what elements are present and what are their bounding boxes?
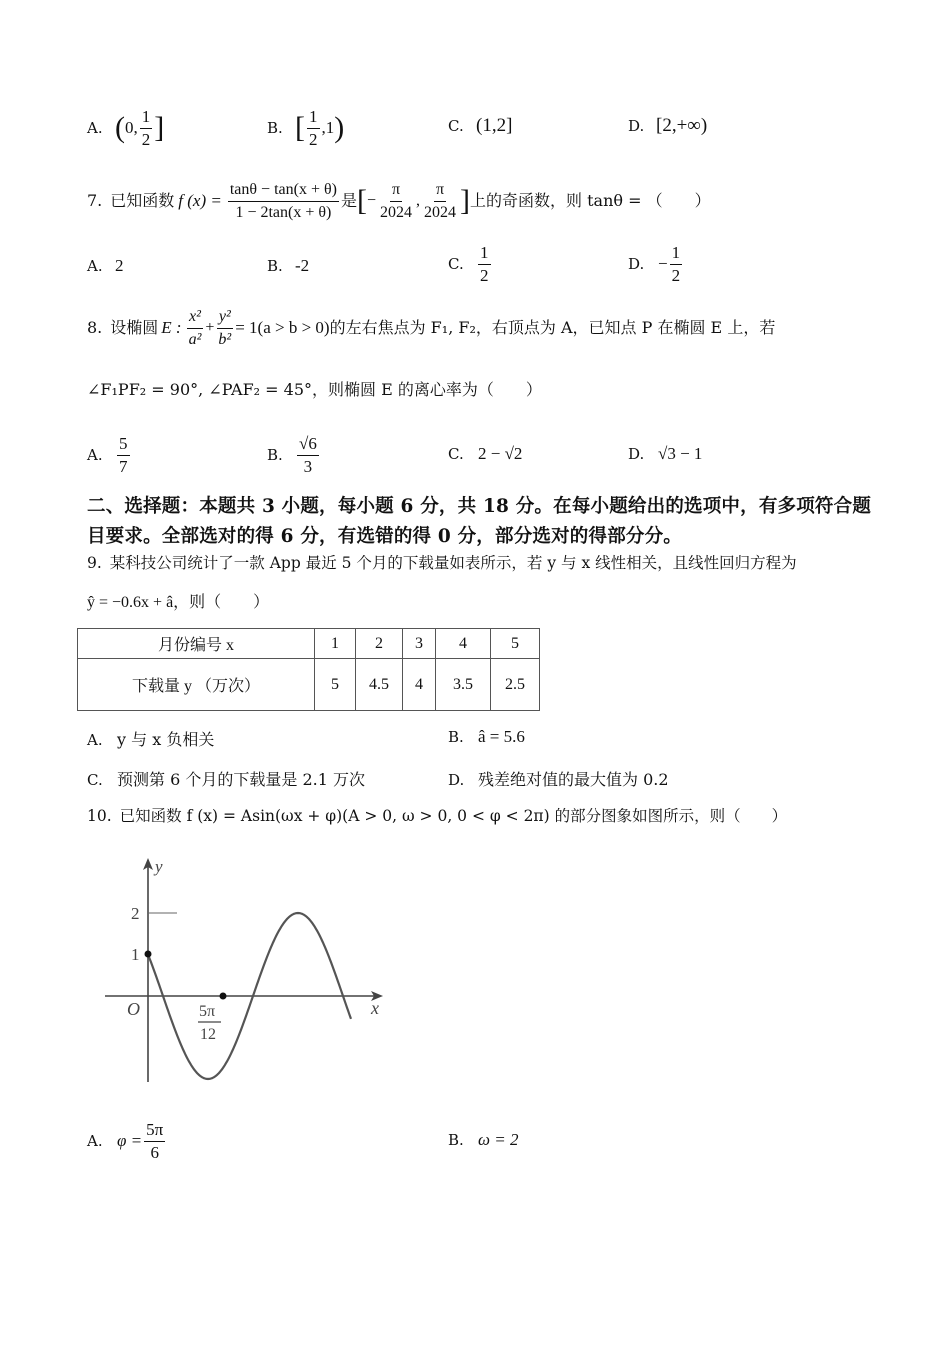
fraction: $\frac{1}{2}$: [141, 106, 151, 149]
option-label: B.: [448, 1131, 464, 1149]
table-cell: 3: [403, 629, 436, 659]
question-number: 8.: [87, 318, 103, 337]
table-cell: 4: [436, 629, 491, 659]
table-cell: 3.5: [436, 659, 491, 711]
table-header: 月份编号 x: [78, 629, 315, 659]
question-10: 10. 已知函数 f (x) = Asin(ωx + φ)(A > 0, ω > 0, 0 < φ < 2π) 的部分图象如图所示，则（ ）: [87, 807, 788, 825]
q9-option-a: A. y 与 x 负相关: [87, 730, 215, 749]
fraction: $\frac{\pi}{2024}$: [380, 180, 413, 221]
table-row: [78, 659, 540, 711]
section-heading-line1: 二、选择题：本题共 3 小题，每小题 6 分，共 18 分。在每小题给出的选项中，有多项符合题: [87, 496, 872, 517]
q9-option-d: D. 残差绝对值的最大值为 0.2: [448, 770, 669, 789]
q6-option-d: D. [2,+∞): [628, 115, 708, 136]
q8-option-a: [87, 432, 132, 478]
y-tick-1: 1: [131, 945, 140, 964]
question-8: 8. 设椭圆 E : $\frac{\text{x²}}{\text{a²}}$ + $\frac{\text{y²}}{\text{b²}}$ = 1(a > b > 0) 的左右焦点为 F₁, F₂，右顶点为 A，已知点 P 在椭圆 E 上，若: [87, 305, 775, 351]
fraction: $\frac{5\pi}{6}$: [146, 1119, 164, 1162]
x-tick-numerator: 5π: [199, 1003, 216, 1020]
q9-option-c: C. 预测第 6 个月的下载量是 2.1 万次: [87, 770, 365, 789]
option-label: D.: [628, 445, 645, 463]
option-label: C.: [448, 255, 464, 273]
option-label: C.: [448, 445, 464, 463]
fraction: $\frac{1}{2}$: [671, 242, 681, 285]
table-cell: 2.5: [491, 659, 540, 711]
x-axis-label: x: [371, 998, 379, 1018]
fraction: $\frac{1}{2}$: [309, 106, 318, 149]
fraction: $\frac{\text{x²}}{\text{a²}}$: [188, 307, 202, 348]
option-label: D.: [628, 117, 645, 135]
section-heading-line2: 目要求。全部选对的得 6 分，有选错的得 0 分，部分选对的得部分分。: [87, 526, 683, 547]
option-label: B.: [267, 119, 283, 137]
option-label: A.: [87, 446, 103, 464]
fraction: $\frac{1}{2}$: [480, 242, 489, 285]
table-cell: 5: [315, 659, 356, 711]
regression-equation: ŷ = −0.6x + â，则（ ）: [87, 594, 270, 611]
question-number: 7.: [87, 191, 103, 210]
origin-label: O: [127, 999, 140, 1019]
q7-option-b: B. -2: [267, 256, 310, 275]
y-axis-label: y: [155, 857, 163, 876]
y-tick-2: 2: [131, 904, 140, 923]
option-label: A.: [87, 119, 103, 137]
q8-option-d: D. √3 − 1: [628, 444, 703, 463]
option-label: B.: [267, 446, 283, 464]
x-tick-denominator: 12: [200, 1026, 216, 1043]
q8-option-c: C. 2 − √2: [448, 444, 523, 463]
q8-option-b: [267, 432, 321, 478]
option-label: B.: [267, 257, 283, 275]
table-cell: 2: [356, 629, 403, 659]
question-9: 9. 某科技公司统计了一款 App 最近 5 个月的下载量如表所示，若 y 与 x 线性相关，且线性回归方程为: [87, 554, 797, 572]
q10-option-a: A. φ = $\frac{5\pi}{6}$: [87, 1119, 164, 1162]
q7-option-a: A. 2: [87, 256, 124, 275]
option-label: A.: [87, 257, 103, 275]
q6-option-c: C. (1,2]: [448, 115, 513, 136]
q7-option-d: D. − $\frac{1}{2}$: [628, 242, 681, 285]
fraction: $\frac{\pi}{2024}$: [424, 180, 457, 221]
fraction: $\frac{√6}{3}$: [299, 433, 317, 476]
q6-option-b: B. [ $\frac{1}{2}$ ,1 ): [267, 106, 345, 149]
fraction: $\frac{\text{y²}}{\text{b²}}$: [218, 307, 232, 348]
sine-graph: [95, 850, 395, 1090]
option-label: D.: [628, 255, 645, 273]
download-table: [77, 628, 540, 711]
table-header: 下载量 y （万次）: [78, 659, 315, 711]
table-cell: 4.5: [356, 659, 403, 711]
option-label: A.: [87, 731, 103, 749]
zero-point: [220, 993, 227, 1000]
option-label: B.: [448, 728, 464, 746]
table-cell: 4: [403, 659, 436, 711]
function-fraction: $\frac{\tan\theta - \tan(x + \theta)}{1 - 2\tan(x + \theta)}$: [229, 180, 337, 221]
option-label: C.: [87, 771, 103, 789]
q9-option-b: B. â = 5.6: [448, 727, 525, 746]
question-number: 9.: [87, 554, 102, 572]
question-number: 10.: [87, 807, 112, 825]
question-8-line2: ∠F₁PF₂ = 90°, ∠PAF₂ = 45°，则椭圆 E 的离心率为（ ）: [87, 380, 542, 399]
option-label: C.: [448, 117, 464, 135]
option-label: A.: [87, 1132, 103, 1150]
table-cell: 1: [315, 629, 356, 659]
table-cell: 5: [491, 629, 540, 659]
q7-option-c: [448, 241, 493, 287]
q10-option-b: B. ω = 2: [448, 1130, 519, 1149]
table-row: [78, 629, 540, 659]
option-label: D.: [448, 771, 465, 789]
question-7: 7. 已知函数 f (x) = $\frac{\tan\theta - \tan(x + \theta)}{1 - 2\tan(x + \theta)}$ 是 [ − $\frac{\pi}{2024}$ , $\frac{\pi}{2024}$ ] 上的奇函数，则 tanθ = （ ）: [87, 178, 711, 224]
q6-option-a: A. ( 0, $\frac{1}{2}$ ]: [87, 106, 165, 149]
y-intercept-point: [145, 951, 152, 958]
fraction: $\frac{5}{7}$: [119, 433, 128, 476]
